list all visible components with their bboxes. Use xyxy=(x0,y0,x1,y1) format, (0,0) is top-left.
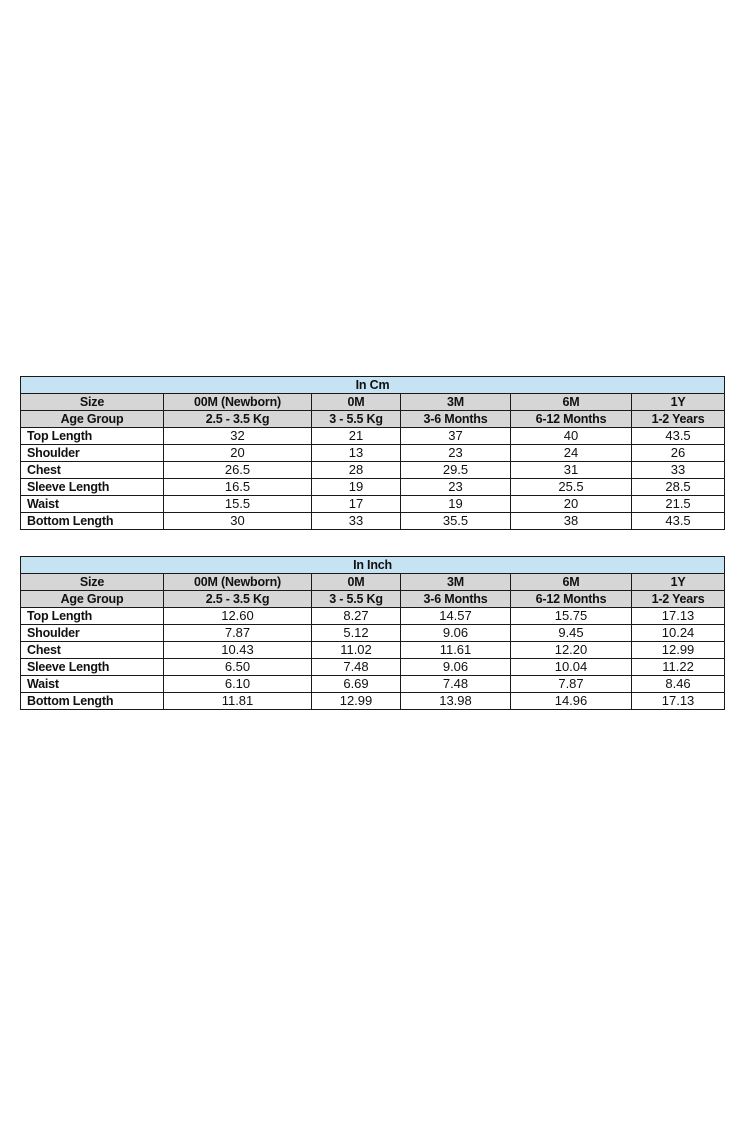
measurement-value: 9.06 xyxy=(401,659,511,676)
measurement-value: 38 xyxy=(511,513,632,530)
measurement-value: 37 xyxy=(401,428,511,445)
age-group-cell: 1-2 Years xyxy=(632,591,725,608)
size-header-cell: 00M (Newborn) xyxy=(164,574,312,591)
measurement-value: 26.5 xyxy=(164,462,312,479)
measurement-value: 5.12 xyxy=(312,625,401,642)
size-header-cell: 1Y xyxy=(632,574,725,591)
measurement-label: Waist xyxy=(21,676,164,693)
measurement-value: 23 xyxy=(401,479,511,496)
measurement-value: 23 xyxy=(401,445,511,462)
measurement-value: 10.43 xyxy=(164,642,312,659)
measurement-label: Bottom Length xyxy=(21,693,164,710)
measurement-value: 14.96 xyxy=(511,693,632,710)
measurement-value: 7.48 xyxy=(312,659,401,676)
age-group-cell: 3-6 Months xyxy=(401,411,511,428)
measurement-value: 11.22 xyxy=(632,659,725,676)
measurement-value: 11.61 xyxy=(401,642,511,659)
table-row xyxy=(21,445,725,462)
measurement-value: 28.5 xyxy=(632,479,725,496)
table-row xyxy=(21,608,725,625)
measurement-label: Sleeve Length xyxy=(21,659,164,676)
measurement-label: Waist xyxy=(21,496,164,513)
table-row xyxy=(21,428,725,445)
measurement-value: 31 xyxy=(511,462,632,479)
table-row xyxy=(21,496,725,513)
measurement-value: 13.98 xyxy=(401,693,511,710)
measurement-value: 26 xyxy=(632,445,725,462)
age-group-label: Age Group xyxy=(21,411,164,428)
age-group-cell: 6-12 Months xyxy=(511,411,632,428)
measurement-label: Chest xyxy=(21,462,164,479)
measurement-value: 35.5 xyxy=(401,513,511,530)
measurement-value: 10.04 xyxy=(511,659,632,676)
age-group-cell: 3-6 Months xyxy=(401,591,511,608)
table-row xyxy=(21,462,725,479)
table-title: In Cm xyxy=(21,377,725,394)
measurement-value: 7.48 xyxy=(401,676,511,693)
measurement-label: Chest xyxy=(21,642,164,659)
size-header-row xyxy=(21,574,725,591)
measurement-value: 12.99 xyxy=(312,693,401,710)
measurement-value: 17 xyxy=(312,496,401,513)
age-group-label: Age Group xyxy=(21,591,164,608)
measurement-value: 33 xyxy=(312,513,401,530)
size-chart-inch-table xyxy=(20,556,725,710)
size-label: Size xyxy=(21,574,164,591)
table-row xyxy=(21,625,725,642)
measurement-value: 14.57 xyxy=(401,608,511,625)
age-group-cell: 3 - 5.5 Kg xyxy=(312,591,401,608)
measurement-value: 20 xyxy=(164,445,312,462)
measurement-value: 32 xyxy=(164,428,312,445)
age-group-row xyxy=(21,591,725,608)
size-label: Size xyxy=(21,394,164,411)
measurement-value: 28 xyxy=(312,462,401,479)
measurement-label: Bottom Length xyxy=(21,513,164,530)
size-header-row xyxy=(21,394,725,411)
table-title: In Inch xyxy=(21,557,725,574)
measurement-value: 11.81 xyxy=(164,693,312,710)
size-chart-cm-table xyxy=(20,376,725,530)
measurement-value: 43.5 xyxy=(632,513,725,530)
measurement-value: 21 xyxy=(312,428,401,445)
measurement-value: 33 xyxy=(632,462,725,479)
table-title-row xyxy=(21,557,725,574)
age-group-cell: 6-12 Months xyxy=(511,591,632,608)
measurement-value: 17.13 xyxy=(632,608,725,625)
size-header-cell: 3M xyxy=(401,574,511,591)
measurement-value: 40 xyxy=(511,428,632,445)
size-header-cell: 00M (Newborn) xyxy=(164,394,312,411)
measurement-value: 7.87 xyxy=(511,676,632,693)
measurement-value: 15.5 xyxy=(164,496,312,513)
measurement-value: 19 xyxy=(312,479,401,496)
measurement-value: 19 xyxy=(401,496,511,513)
measurement-value: 21.5 xyxy=(632,496,725,513)
table-row xyxy=(21,479,725,496)
measurement-value: 16.5 xyxy=(164,479,312,496)
measurement-value: 24 xyxy=(511,445,632,462)
measurement-value: 6.10 xyxy=(164,676,312,693)
age-group-cell: 3 - 5.5 Kg xyxy=(312,411,401,428)
table-row xyxy=(21,513,725,530)
measurement-value: 9.45 xyxy=(511,625,632,642)
measurement-label: Shoulder xyxy=(21,625,164,642)
measurement-value: 11.02 xyxy=(312,642,401,659)
table-row xyxy=(21,693,725,710)
size-header-cell: 1Y xyxy=(632,394,725,411)
size-header-cell: 3M xyxy=(401,394,511,411)
measurement-value: 20 xyxy=(511,496,632,513)
measurement-label: Sleeve Length xyxy=(21,479,164,496)
table-title-row xyxy=(21,377,725,394)
size-header-cell: 6M xyxy=(511,394,632,411)
table-row xyxy=(21,659,725,676)
table-row xyxy=(21,676,725,693)
measurement-label: Top Length xyxy=(21,428,164,445)
age-group-row xyxy=(21,411,725,428)
measurement-value: 17.13 xyxy=(632,693,725,710)
measurement-value: 8.46 xyxy=(632,676,725,693)
measurement-value: 43.5 xyxy=(632,428,725,445)
measurement-label: Shoulder xyxy=(21,445,164,462)
measurement-value: 25.5 xyxy=(511,479,632,496)
measurement-value: 30 xyxy=(164,513,312,530)
measurement-value: 6.69 xyxy=(312,676,401,693)
measurement-value: 29.5 xyxy=(401,462,511,479)
measurement-label: Top Length xyxy=(21,608,164,625)
age-group-cell: 1-2 Years xyxy=(632,411,725,428)
measurement-value: 15.75 xyxy=(511,608,632,625)
measurement-value: 13 xyxy=(312,445,401,462)
size-header-cell: 0M xyxy=(312,574,401,591)
measurement-value: 8.27 xyxy=(312,608,401,625)
measurement-value: 9.06 xyxy=(401,625,511,642)
size-header-cell: 0M xyxy=(312,394,401,411)
age-group-cell: 2.5 - 3.5 Kg xyxy=(164,411,312,428)
measurement-value: 12.20 xyxy=(511,642,632,659)
measurement-value: 7.87 xyxy=(164,625,312,642)
measurement-value: 10.24 xyxy=(632,625,725,642)
size-header-cell: 6M xyxy=(511,574,632,591)
table-row xyxy=(21,642,725,659)
age-group-cell: 2.5 - 3.5 Kg xyxy=(164,591,312,608)
measurement-value: 6.50 xyxy=(164,659,312,676)
measurement-value: 12.99 xyxy=(632,642,725,659)
measurement-value: 12.60 xyxy=(164,608,312,625)
